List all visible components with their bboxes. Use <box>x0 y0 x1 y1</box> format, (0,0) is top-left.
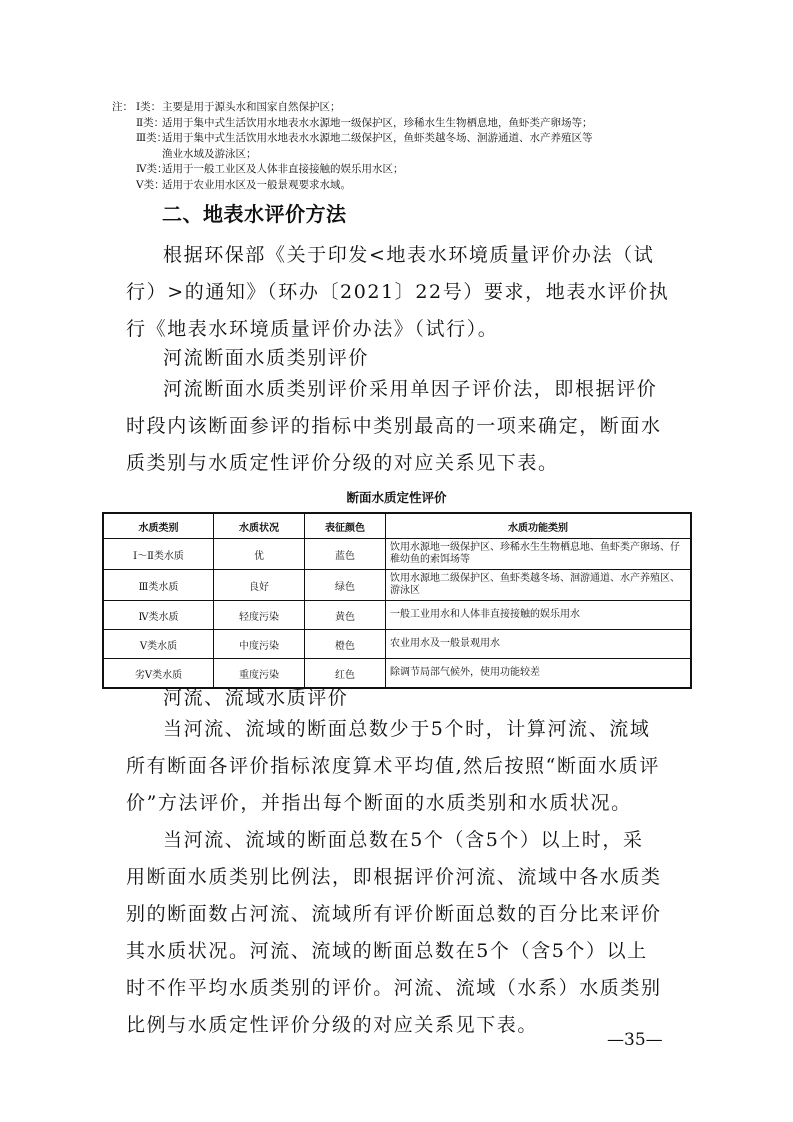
note-line <box>112 147 692 163</box>
table-cell: Ⅳ类水质 <box>103 601 214 630</box>
header-cell: 水质功能类别 <box>386 513 692 539</box>
text-line: 用断面水质类别比例法，即根据评价河流、流域中各水质类 <box>126 866 662 888</box>
note-line <box>112 100 692 116</box>
text-line: 质类别与水质定性评价分级的对应关系见下表。 <box>126 452 559 474</box>
table-header-row <box>103 513 691 539</box>
text-line: 当河流、流域的断面总数在5个（含5个）以上时，采 <box>163 829 644 851</box>
header-cell: 表征颜色 <box>305 513 386 539</box>
table-cell: 黄色 <box>305 601 386 630</box>
note-text: 适用于一般工业区及人体非直接接触的娱乐用水区； <box>162 163 404 176</box>
table-cell: Ⅴ类水质 <box>103 630 214 659</box>
table-row <box>103 539 691 570</box>
subheading-basin-evaluation: 河流、流域水质评价 <box>163 687 349 709</box>
note-line <box>112 131 692 147</box>
subheading-section-evaluation: 河流断面水质类别评价 <box>163 347 370 369</box>
text-line: 别的断面数占河流、流域所有评价断面总数的百分比来评价 <box>126 903 662 925</box>
table-cell: 劣Ⅴ类水质 <box>103 659 214 689</box>
paragraph-method-basis <box>126 237 682 348</box>
note-line <box>112 162 692 178</box>
table-cell: 轻度污染 <box>214 601 305 630</box>
table-cell: 蓝色 <box>305 539 386 570</box>
table-title: 断面水质定性评价 <box>346 490 447 505</box>
note-line <box>112 116 692 132</box>
table-cell: 除调节局部气候外，使用功能较差 <box>386 659 692 689</box>
table-row <box>103 630 691 659</box>
text-line: 所有断面各评价指标浓度算术平均值,然后按照“断面水质评 <box>126 755 660 777</box>
table-cell: 饮用水源地一级保护区、珍稀水生生物栖息地、鱼虾类产卵场、仔稚幼鱼的索饵场等 <box>386 539 692 570</box>
note-class: Ⅲ类： <box>136 132 168 145</box>
text-line: 行《地表水环境质量评价办法》（试行）。 <box>126 318 499 340</box>
table-row <box>103 601 691 630</box>
text-line: 比例与水质定性评价分级的对应关系见下表。 <box>126 1014 539 1036</box>
note-line <box>112 178 692 194</box>
table-cell: Ⅰ～Ⅱ类水质 <box>103 539 214 570</box>
table-row <box>103 570 691 601</box>
header-cell: 水质状况 <box>214 513 305 539</box>
note-class: Ⅴ类： <box>136 178 165 191</box>
section-heading: 二、地表水评价方法 <box>162 202 347 226</box>
notes-prefix: 注： <box>112 101 133 113</box>
text-line: 其水质状况。河流、流域的断面总数在5个（含5个）以上 <box>126 940 648 962</box>
text-line: 时不作平均水质类别的评价。河流、流域（水系）水质类别 <box>126 977 662 999</box>
text-line: 河流断面水质类别评价采用单因子评价法，即根据评价 <box>163 378 658 400</box>
text-line: 行）>的通知》（环办〔2021〕22号）要求，地表水评价执 <box>126 281 670 303</box>
table-cell: 重度污染 <box>214 659 305 689</box>
note-class: Ⅱ类： <box>136 116 165 129</box>
note-class: Ⅰ类： <box>136 101 162 113</box>
note-text: 适用于集中式生活饮用水地表水水源地一级保护区，珍稀水生生物栖息地，鱼虾类产卵场等； <box>162 116 593 129</box>
text-line: 根据环保部《关于印发<地表水环境质量评价办法（试 <box>163 244 655 266</box>
paragraph-section-evaluation <box>126 371 682 482</box>
text-line: 价”方法评价，并指出每个断面的水质类别和水质状况。 <box>126 792 632 814</box>
table-cell: 一般工业用水和人体非直接接触的娱乐用水 <box>386 601 692 630</box>
class-notes <box>112 100 692 194</box>
note-class <box>136 147 160 163</box>
text-line: 当河流、流域的断面总数少于5个时，计算河流、流域 <box>163 718 651 740</box>
table-cell: 中度污染 <box>214 630 305 659</box>
paragraph-basin-under-five <box>126 711 682 822</box>
table-cell: 良好 <box>214 570 305 601</box>
table-cell: 红色 <box>305 659 386 689</box>
paragraph-basin-five-or-more <box>126 822 682 1044</box>
table-cell: Ⅲ类水质 <box>103 570 214 601</box>
water-quality-table <box>102 512 692 689</box>
header-cell: 水质类别 <box>103 513 214 539</box>
note-text: 主要是用于源头水和国家自然保护区； <box>162 101 341 113</box>
note-text: 适用于集中式生活饮用水地表水水源地二级保护区，鱼虾类越冬场、洄游通道、水产养殖区等 <box>162 132 593 145</box>
page-number: —35— <box>607 1030 663 1050</box>
table-cell: 饮用水源地二级保护区、鱼虾类越冬场、洄游通道、水产养殖区、游泳区 <box>386 570 692 601</box>
table-cell: 优 <box>214 539 305 570</box>
text-line: 时段内该断面参评的指标中类别最高的一项来确定，断面水 <box>126 415 662 437</box>
note-class: Ⅳ类： <box>136 163 168 176</box>
table-cell: 橙色 <box>305 630 386 659</box>
table-cell: 农业用水及一般景观用水 <box>386 630 692 659</box>
table-cell: 绿色 <box>305 570 386 601</box>
note-text: 适用于农业用水区及一般景观要求水域。 <box>162 178 351 191</box>
note-text: 渔业水域及游泳区； <box>162 147 257 160</box>
